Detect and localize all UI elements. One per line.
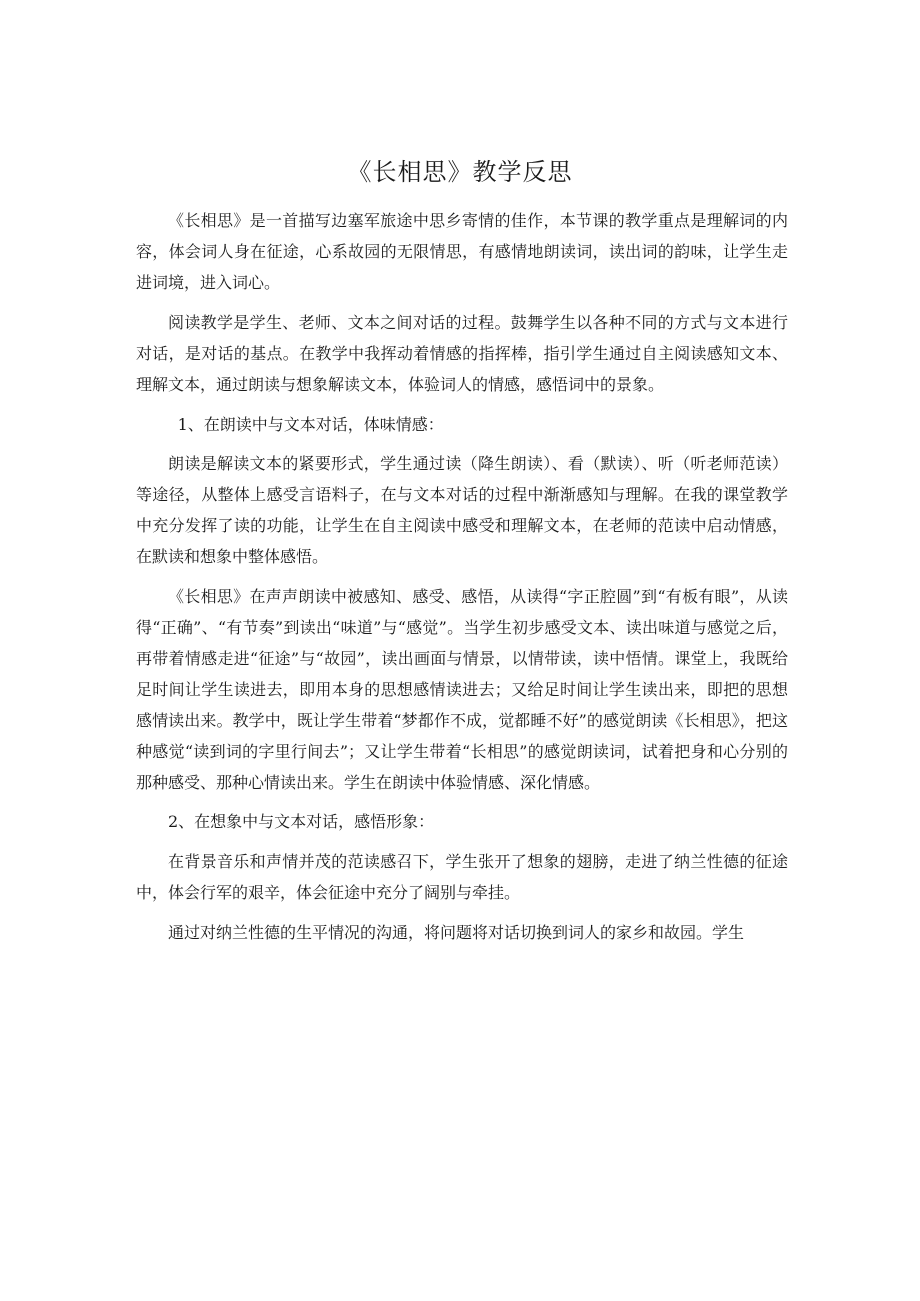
document-title: 《长相思》教学反思 [347,158,573,186]
section-heading-1: 1、在朗读中与文本对话，体味情感： [177,415,444,434]
paragraph-reading: 朗读是解读文本的紧要形式，学生通过读（降生朗读）、看（默读）、听（听老师范读）等途径，从整体上感受言语料子，在与文本对话的过程中渐渐感知与理解。在我的课堂教学中充分发挥了读的功能，让学生在自主阅读中感受和理解文本，在老师的范读中启动情感，在默读和想象中整体感悟。 [136,454,788,566]
paragraph-biography: 通过对纳兰性德的生平情况的沟通，将问题将对话切换到词人的家乡和故园。学生 [168,923,745,942]
section-heading-2: 2、在想象中与文本对话，感悟形象： [168,812,435,831]
paragraph-imagination: 在背景音乐和声情并茂的范读感召下，学生张开了想象的翅膀，走进了纳兰性德的征途中，体会行军的艰辛，体会征途中充分了阔别与牵挂。 [136,852,788,902]
paragraph-changxiangsi-reading: 《长相思》在声声朗读中被感知、感受、感悟，从读得“字正腔圆”到“有板有眼”，从读得“正确”、“有节奏”到读出“味道”与“感觉”。当学生初步感受文本、读出味道与感觉之后，再带着情感走进“征途”与“故园”，读出画面与情景，以情带读，读中悟情。课堂上，我既给足时间让学生读进去，即用本身的思想感情读进去；又给足时间让学生读出来，即把的思想感情读出来。教学中，既让学生带着“梦都作不成，觉都睡不好”的感觉朗读《长相思》，把这种感觉“读到词的字里行间去”；又让学生带着“长相思”的感觉朗读词，试着把身和心分别的那种感受、那种心情读出来。学生在朗读中体验情感、深化情感。 [136,587,788,792]
paragraph-dialogue: 阅读教学是学生、老师、文本之间对话的过程。鼓舞学生以各种不同的方式与文本进行对话，是对话的基点。在教学中我挥动着情感的指挥棒，指引学生通过自主阅读感知文本、理解文本，通过朗读与想象解读文本，体验词人的情感，感悟词中的景象。 [136,313,788,394]
document-body [136,205,788,957]
paragraph-intro: 《长相思》是一首描写边塞军旅途中思乡寄情的佳作，本节课的教学重点是理解词的内容，体会词人身在征途，心系故园的无限情思，有感情地朗读词，读出词的韵味，让学生走进词境，进入词心。 [136,211,788,292]
